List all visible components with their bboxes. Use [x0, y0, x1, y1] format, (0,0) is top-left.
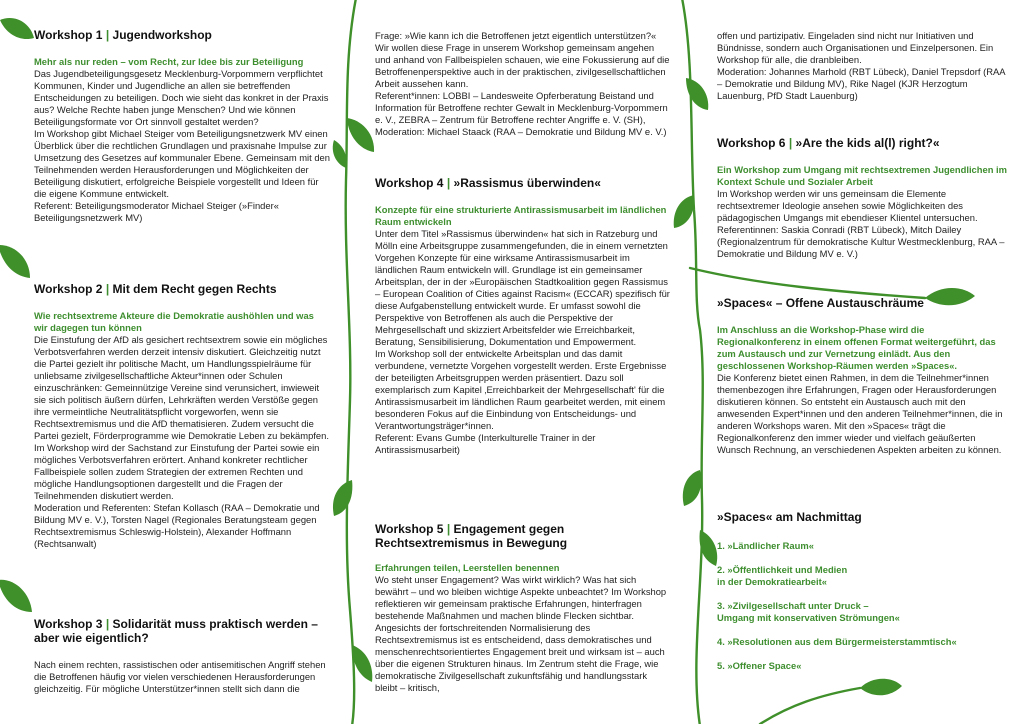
workshop-number: Workshop 1 [34, 28, 103, 42]
leaf-icon [0, 580, 32, 612]
workshop-description: Die Einstufung der AfD als gesichert rechtsextrem sowie ein mögliches Verbotsverfahren werden derzeit intensiv diskutiert. Gleichzeitig nutzt die Partei gezielt ihr politische Macht, um Handlungsspielräume für unliebsame zivilgesellschaftliche Akteur*innen oder Schulen einzuschränken: Gemeinnützige Vereine sind verunsichert, inwieweit sie sich politisch äußern dürfen, Lehrkräften werden Verstöße gegen ihre vermeintliche Neutralitätspflicht vorgeworfen, wenn sie Rechtsextremismus und die AfD thematisieren. Zudem versucht die Partei gezielt, Förderprogramme wie Demokratie Leben zu bekämpfen. Im Workshop wird der Sachstand zur Einstufung der Partei sowie ein mögliches Verbotsverfahren erörtert. Anhand konkreter rechtlicher Fallbeispiele sollen zudem Strategien der extremen Rechten und mögliche Handlungsoptionen dargestellt und die Fragen der Teilnehmenden diskutiert werden. Moderation und Referenten: Stefan Kollasch (RAA – Demokratie und Bildung MV e. V.), Torsten Nagel (Regionales Beratungsteam gegen Rechtsextremismus Schleswig-Holstein), Alexander Hoffmann (Rechtsanwalt) [34, 334, 329, 549]
leaf-icon [686, 78, 708, 110]
workshop-number: Workshop 2 [34, 282, 103, 296]
workshop-heading [34, 28, 330, 42]
workshop-5-continued [717, 30, 1009, 102]
leaf-icon [333, 140, 347, 168]
leaf-icon [683, 470, 701, 506]
section-description: Die Konferenz bietet einen Rahmen, in dem die Teilnehmer*innen themenbezogen ihre Erfahrungen, Fragen oder Herausforderungen diskutieren können. So entsteht ein Austausch auch mit den anwesenden Expert*innen und den anderen Teilnehmer*innen, die in anderen Workshops waren. Mit den »Spaces« trägt die Regionalkonferenz den immer wieder und vielfach geäußerten Wunsch Rechnung, an verschiedenen Aspekten arbeiten zu können. [717, 372, 1003, 455]
workshop-3-continued [375, 30, 672, 138]
workshop-heading [34, 617, 330, 645]
vine-icon [346, 0, 356, 724]
vine-icon [760, 688, 860, 724]
vine-icon [682, 0, 703, 724]
workshop-subtitle: Wie rechtsextreme Akteure die Demokratie aushöhlen und was wir dagegen tun können [34, 310, 314, 333]
heading-separator: | [446, 522, 451, 536]
leaf-icon [0, 18, 34, 39]
spaces-section [717, 296, 1009, 456]
section-subtitle: Im Anschluss an die Workshop-Phase wird die Regionalkonferenz in einem offenen Format weitergeführt, das zum Austausch und zur Vernetzung einlädt. Aus den geschlossenen Workshop-Räumen werden »Spaces«. [717, 324, 996, 371]
workshop-description: Das Jugendbeteiligungsgesetz Mecklenburg-Vorpommern verpflichtet Kommunen, Kinder und Jugendliche an allen sie betreffenden Entscheidungen zu beteiligen. Doch wie sieht das konkret in der Praxis aus? Welche Rechte haben junge Menschen? Und wie können Beteiligungsformate vor Ort sinnvoll gestaltet werden? Im Workshop gibt Michael Steiger vom Beteiligungsnetzwerk MV einen Überblick über die rechtlichen Grundlagen und praxisnahe Impulse zur Umsetzung des Gesetzes auf kommunaler Ebene. Gemeinsam mit den Teilnehmenden werden Herausforderungen und Möglichkeiten der Beteiligung diskutiert, erfolgreiche Beispiele vorgestellt und Ideen für die eigene Kommune entwickelt. Referent: Beteiligungsmoderator Michael Steiger (»Finder« Beteiligungsnetzwerk MV) [34, 68, 330, 223]
workshop-title: »Rassismus überwinden« [453, 176, 601, 190]
heading-separator: | [105, 28, 110, 42]
workshop-heading [375, 176, 672, 190]
leaf-icon [352, 645, 372, 682]
workshop-title: Solidarität muss praktisch werden – aber wie eigentlich? [34, 617, 318, 645]
workshop-title: Engagement gegen Rechtsextremismus in Bewegung [375, 522, 568, 550]
leaf-icon [0, 245, 30, 278]
list-item: 4. »Resolutionen aus dem Bürgermeisterstammtisch« [717, 636, 957, 647]
list-item: 5. »Offener Space« [717, 660, 802, 671]
workshop-subtitle: Konzepte für eine strukturierte Antirassismusarbeit im ländlichen Raum entwickeln [375, 204, 667, 227]
workshop-4 [375, 176, 672, 456]
workshop-6 [717, 136, 1009, 260]
workshop-1 [34, 28, 330, 224]
section-heading: »Spaces« – Offene Austauschräume [717, 296, 924, 310]
workshop-title: Mit dem Recht gegen Rechts [112, 282, 277, 296]
workshop-heading [717, 136, 1009, 150]
heading-separator: | [446, 176, 451, 190]
workshop-number: Workshop 5 [375, 522, 444, 536]
list-item: 3. »Zivilgesellschaft unter Druck – Umgang mit konservativen Strömungen« [717, 600, 900, 623]
workshop-title: Jugendworkshop [112, 28, 212, 42]
workshop-title: »Are the kids al(l) right?« [795, 136, 940, 150]
workshop-description: Wo steht unser Engagement? Was wirkt wirklich? Was hat sich bewährt – und wo bleiben wichtige Aspekte unbeachtet? Im Workshop reflektieren wir gemeinsam praktische Erfahrungen, hinterfragen bestehende Maßnahmen und machen blinde Flecken sichtbar. Angesichts der fortschreitenden Normalisierung des Rechtsextremismus ist es entscheidend, dass demokratisches und menschenrechtsorientiertes Engagement breit und wirksam ist – auch über die eigenen Strukturen hinaus. Im Zentrum steht die Frage, wie demokratische Zivilgesellschaft zukunftsfähig und handlungsstark bleibt – kritisch, [375, 574, 667, 693]
workshop-subtitle: Ein Workshop zum Umgang mit rechtsextremen Jugendlichen im Kontext Schule und Sozialer Arbeit [717, 164, 1007, 187]
heading-separator: | [105, 282, 110, 296]
workshop-number: Workshop 3 [34, 617, 103, 631]
workshop-description: Nach einem rechten, rassistischen oder antisemitischen Angriff stehen die Betroffenen häufig vor vielen verschiedenen Herausforderungen gleichzeitig. Für mögliche Unterstützer*innen stellt sich dann die [34, 659, 326, 694]
vine-icon [690, 268, 925, 298]
workshop-description: offen und partizipativ. Eingeladen sind nicht nur Initiativen und Bündnisse, sondern auch Organisationen und Einzelpersonen. Ein Workshop für alle, die dranbleiben. Moderation: Johannes Marhold (RBT Lübeck), Daniel Trepsdorf (RAA – Demokratie und Bildung MV), Rike Nagel (KJR Herzogtum Lauenburg, PfD Stadt Lauenburg) [717, 30, 1005, 101]
leaf-icon [674, 195, 695, 228]
list-item: 2. »Öffentlichkeit und Medien in der Demokratiearbeit« [717, 564, 848, 587]
leaf-icon [700, 530, 718, 566]
heading-separator: | [788, 136, 793, 150]
workshop-description: Im Workshop werden wir uns gemeinsam die Elemente rechtsextremer Ideologie ansehen sowie Möglichkeiten des pädagogischen Umgangs mit ebendieser Klientel untersuchen. Referentinnen: Saskia Conradi (RBT Lübeck), Mitch Dailey (Regionalzentrum für demokratische Kultur Westmecklenburg, RAA – Demokratie und Bildung MV e. V.) [717, 188, 1005, 259]
leaf-icon [347, 118, 374, 152]
workshop-subtitle: Mehr als nur reden – vom Recht, zur Idee bis zur Beteiligung [34, 56, 304, 67]
workshop-number: Workshop 6 [717, 136, 786, 150]
workshop-subtitle: Erfahrungen teilen, Leerstellen benennen [375, 562, 560, 573]
workshop-description: Unter dem Titel »Rassismus überwinden« hat sich in Ratzeburg und Mölln eine Arbeitsgruppe zusammengefunden, die in einem vernetzten Vorgehen Konzepte für eine wirksame Antirassismusarbeit im ländlichen Raum entwickeln will. Grundlage ist ein gemeinsamer Arbeitsplan, der in der »Europäischen Stadtkoalition gegen Rassismus – European Coalition of Cities against Racism« (ECCAR) spezifisch für diese Aufgabenstellung entwickelt wurde. Er umfasst sowohl die Perspektive von Betroffenen als auch die Perspektive der Mehrgesellschaft und skizziert Arbeitsfelder wie Erreichbarkeit, Beratung, Sensibilisierung, Dokumentation und Empowerment. Im Workshop soll der entwickelte Arbeitsplan und das damit verbundene, vernetzte Vorgehen vorgestellt werden. Erste Ergebnisse der beteiligten Arbeitsgruppen werden präsentiert. Dazu soll exemplarisch zum Kapitel ‚Erreichbarkeit der Mehrgesellschaft' für die Antirassismusarbeit im ländlichen Raum gearbeitet werden, mit einem besonderen Fokus auf die Einbindung von Entscheidungs- und Verantwortungsträger*innen. Referent: Evans Gumbe (Interkulturelle Trainer in der Antirassismusarbeit) [375, 228, 670, 455]
workshop-number: Workshop 4 [375, 176, 444, 190]
workshop-2 [34, 282, 330, 550]
workshop-description: Frage: »Wie kann ich die Betroffenen jetzt eigentlich unterstützen?« Wir wollen diese Frage in unserem Workshop gemeinsam angehen und anhand von Fallbeispielen schauen, wie eine Fokussierung auf die Betroffenenperspektive auch in der praktischen, zivilgesellschaftlichen Arbeit aussehen kann. Referent*innen: LOBBI – Landesweite Opferberatung Beistand und Information für Betroffene rechter Gewalt in Mecklenburg-Vorpommern e. V., ZEBRA – Zentrum für Betroffene rechter Angriffe e. V. (SH), Moderation: Michael Staack (RAA – Demokratie und Bildung MV e. V.) [375, 30, 670, 137]
workshop-3 [34, 617, 330, 695]
list-item: 1. »Ländlicher Raum« [717, 540, 814, 551]
leaf-icon [333, 480, 352, 516]
spaces-list [717, 540, 1009, 672]
workshop-5 [375, 522, 672, 694]
heading-separator: | [105, 617, 110, 631]
spaces-afternoon-section [717, 510, 1009, 684]
workshop-heading [375, 522, 672, 550]
section-heading: »Spaces« am Nachmittag [717, 510, 862, 524]
workshop-heading [34, 282, 330, 296]
